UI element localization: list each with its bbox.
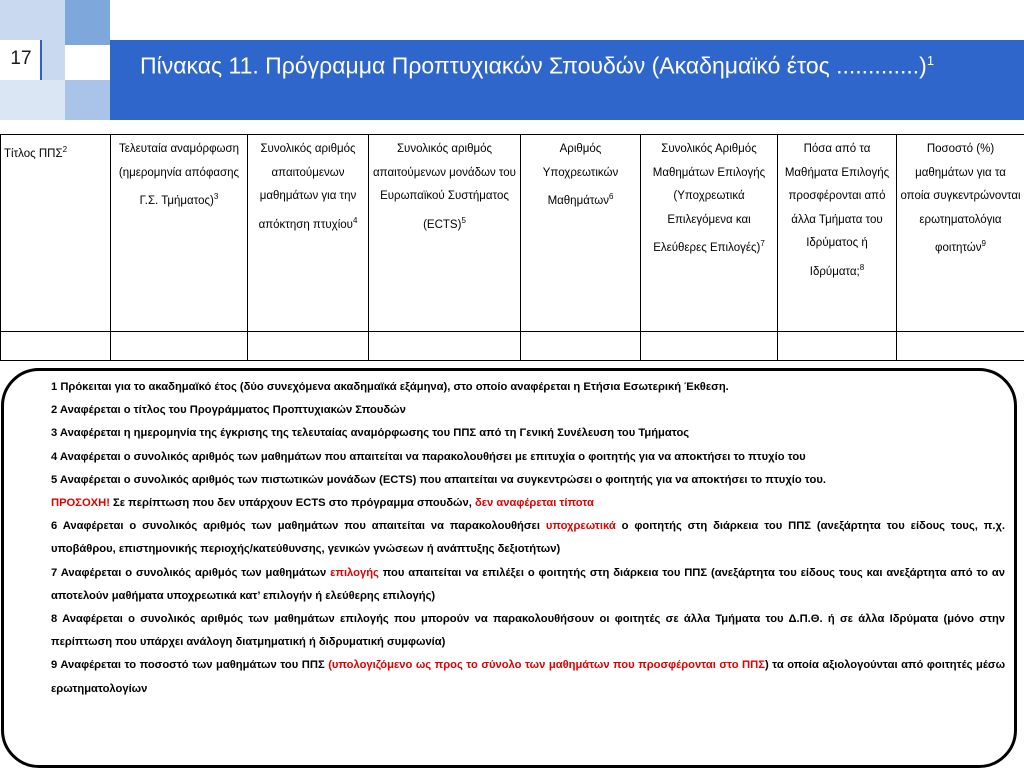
header-last-reform: Τελευταία αναμόρφωση (ημερομηνία απόφασης Γ.Σ. Τμήματος)$^3$ <box>111 135 248 332</box>
footnote-8: 8 Αναφέρεται ο συνολικός αριθμός των μαθημάτων επιλογής που μπορούν να παρακολουθήσουν οι φοιτητές σε άλλα Τμήματα του Δ.Π.Θ. ή σε άλλα Ιδρύματα (μόνο στην περίπτωση που υπάρχει ανάλογη διατμηματική ή διδρυματική συμφωνία) <box>51 613 1005 649</box>
emphasis-compulsory: υποχρεωτικά <box>545 520 616 533</box>
title-text: Πίνακας 11. Πρόγραμμα Προπτυχιακών Σπουδών (Ακαδημαϊκό έτος .............) <box>140 52 927 79</box>
table-cell[interactable] <box>897 332 1024 361</box>
table-row <box>1 332 1024 361</box>
header-external-electives: Πόσα από τα Μαθήματα Επιλογής προσφέρονται από άλλα Τμήματα του Ιδρύματος ή Ιδρύματα;$^8$ <box>778 135 897 332</box>
footnote-4: 4 Αναφέρεται ο συνολικός αριθμός των μαθημάτων που απαιτείται να παρακολουθήσει με επιτυχία ο φοιτητής για να αποκτήσει το πτυχίο του <box>51 450 806 463</box>
emphasis-elective: επιλογής <box>330 566 379 579</box>
header-decoration <box>65 0 110 45</box>
header-questionnaire-percent: Ποσοστό (%) μαθημάτων για τα οποία συγκεντρώνονται ερωτηματολόγια φοιτητών$^9$ <box>897 135 1024 332</box>
table-cell[interactable] <box>778 332 897 361</box>
warning-label: ΠΡΟΣΟΧΗ! <box>51 497 110 510</box>
footnote-1: 1 Πρόκειται για το ακαδημαϊκό έτος (δύο συνεχόμενα ακαδημαϊκά εξάμηνα), στο οποίο αναφέρεται η Ετήσια Εσωτερική Έκθεση. <box>51 381 729 393</box>
footnote-6: 6 Αναφέρεται ο συνολικός αριθμός των μαθημάτων που απαιτείται να παρακολουθήσει υποχρεωτικά ο φοιτητής στη διάρκεια του ΠΠΣ (ανεξάρτητα του είδους τους, π.χ. υποβάθρου, επιστημονικής περιοχής/κατεύθυνσης, γενικών γνώσεων ή ανάπτυξης δεξιοτήτων) <box>51 520 1006 556</box>
header-decoration <box>0 80 65 120</box>
table-cell[interactable] <box>111 332 248 361</box>
table-cell[interactable] <box>1 332 111 361</box>
table-header-row <box>1 135 1024 332</box>
emphasis-calculation: (υπολογιζόμενο ως προς το σύνολο των μαθημάτων που προσφέρονται στο ΠΠΣ <box>328 659 765 672</box>
page-title <box>140 44 1000 83</box>
title-footnote-mark: 1 <box>926 53 935 68</box>
header-elective-courses: Συνολικός Αριθμός Μαθημάτων Επιλογής (Υποχρεωτικά Επιλεγόμενα και Ελεύθερες Επιλογές)$^7$ <box>641 135 778 332</box>
header-compulsory-courses: Αριθμός Υποχρεωτικών Μαθημάτων$^6$ <box>521 135 641 332</box>
footnote-7: 7 Αναφέρεται ο συνολικός αριθμός των μαθημάτων επιλογής που απαιτείται να επιλέξει ο φοιτητής στη διάρκεια του ΠΠΣ (ανεξάρτητα του είδους τους και ανεξάρτητα από το αν αποτελούν μαθήματα υποχρεωτικά κατ’ επιλογήν ή ελεύθερης επιλογής) <box>51 566 1005 602</box>
table-cell[interactable] <box>248 332 369 361</box>
header-total-courses: Συνολικός αριθμός απαιτούμενων μαθημάτων για την απόκτηση πτυχίου$^4$ <box>248 135 369 332</box>
table-cell[interactable] <box>521 332 641 361</box>
header-decoration <box>65 80 110 120</box>
footnote-9: 9 Αναφέρεται το ποσοστό των μαθημάτων του ΠΠΣ (υπολογιζόμενο ως προς το σύνολο των μαθημάτων που προσφέρονται στο ΠΠΣ) τα οποία αξιολογούνται από φοιτητές μέσω ερωτηματολογίων <box>51 659 1006 695</box>
footnote-3: 3 Αναφέρεται η ημερομηνία της έγκρισης της τελευταίας αναμόρφωσης του ΠΠΣ από τη Γενική Συνέλευση του Τμήματος <box>51 427 690 440</box>
table-cell[interactable] <box>641 332 778 361</box>
slide-number: 17 <box>10 48 32 69</box>
program-table <box>0 134 1024 361</box>
table-cell[interactable] <box>369 332 521 361</box>
footnote-5: 5 Αναφέρεται ο συνολικός αριθμός των πιστωτικών μονάδων (ECTS) που απαιτείται να συγκεντρώσει ο φοιτητής για να αποκτήσει το πτυχίο του. <box>51 473 826 486</box>
warning-emphasis: δεν αναφέρεται τίποτα <box>474 497 594 510</box>
header-total-ects: Συνολικός αριθμός απαιτούμενων μονάδων του Ευρωπαϊκού Συστήματος (ECTS)$^5$ <box>369 135 521 332</box>
footnote-2: 2 Αναφέρεται ο τίτλος του Προγράμματος Προπτυχιακών Σπουδών <box>51 404 406 417</box>
footnotes <box>51 376 1005 701</box>
header-ppp-title: Τίτλος ΠΠΣ$^2$ <box>1 135 111 332</box>
header-decoration <box>65 45 110 80</box>
footnote-5-warning: ΠΡΟΣΟΧΗ! Σε περίπτωση που δεν υπάρχουν ECTS στο πρόγραμμα σπουδών, δεν αναφέρεται τίποτα <box>51 497 594 510</box>
